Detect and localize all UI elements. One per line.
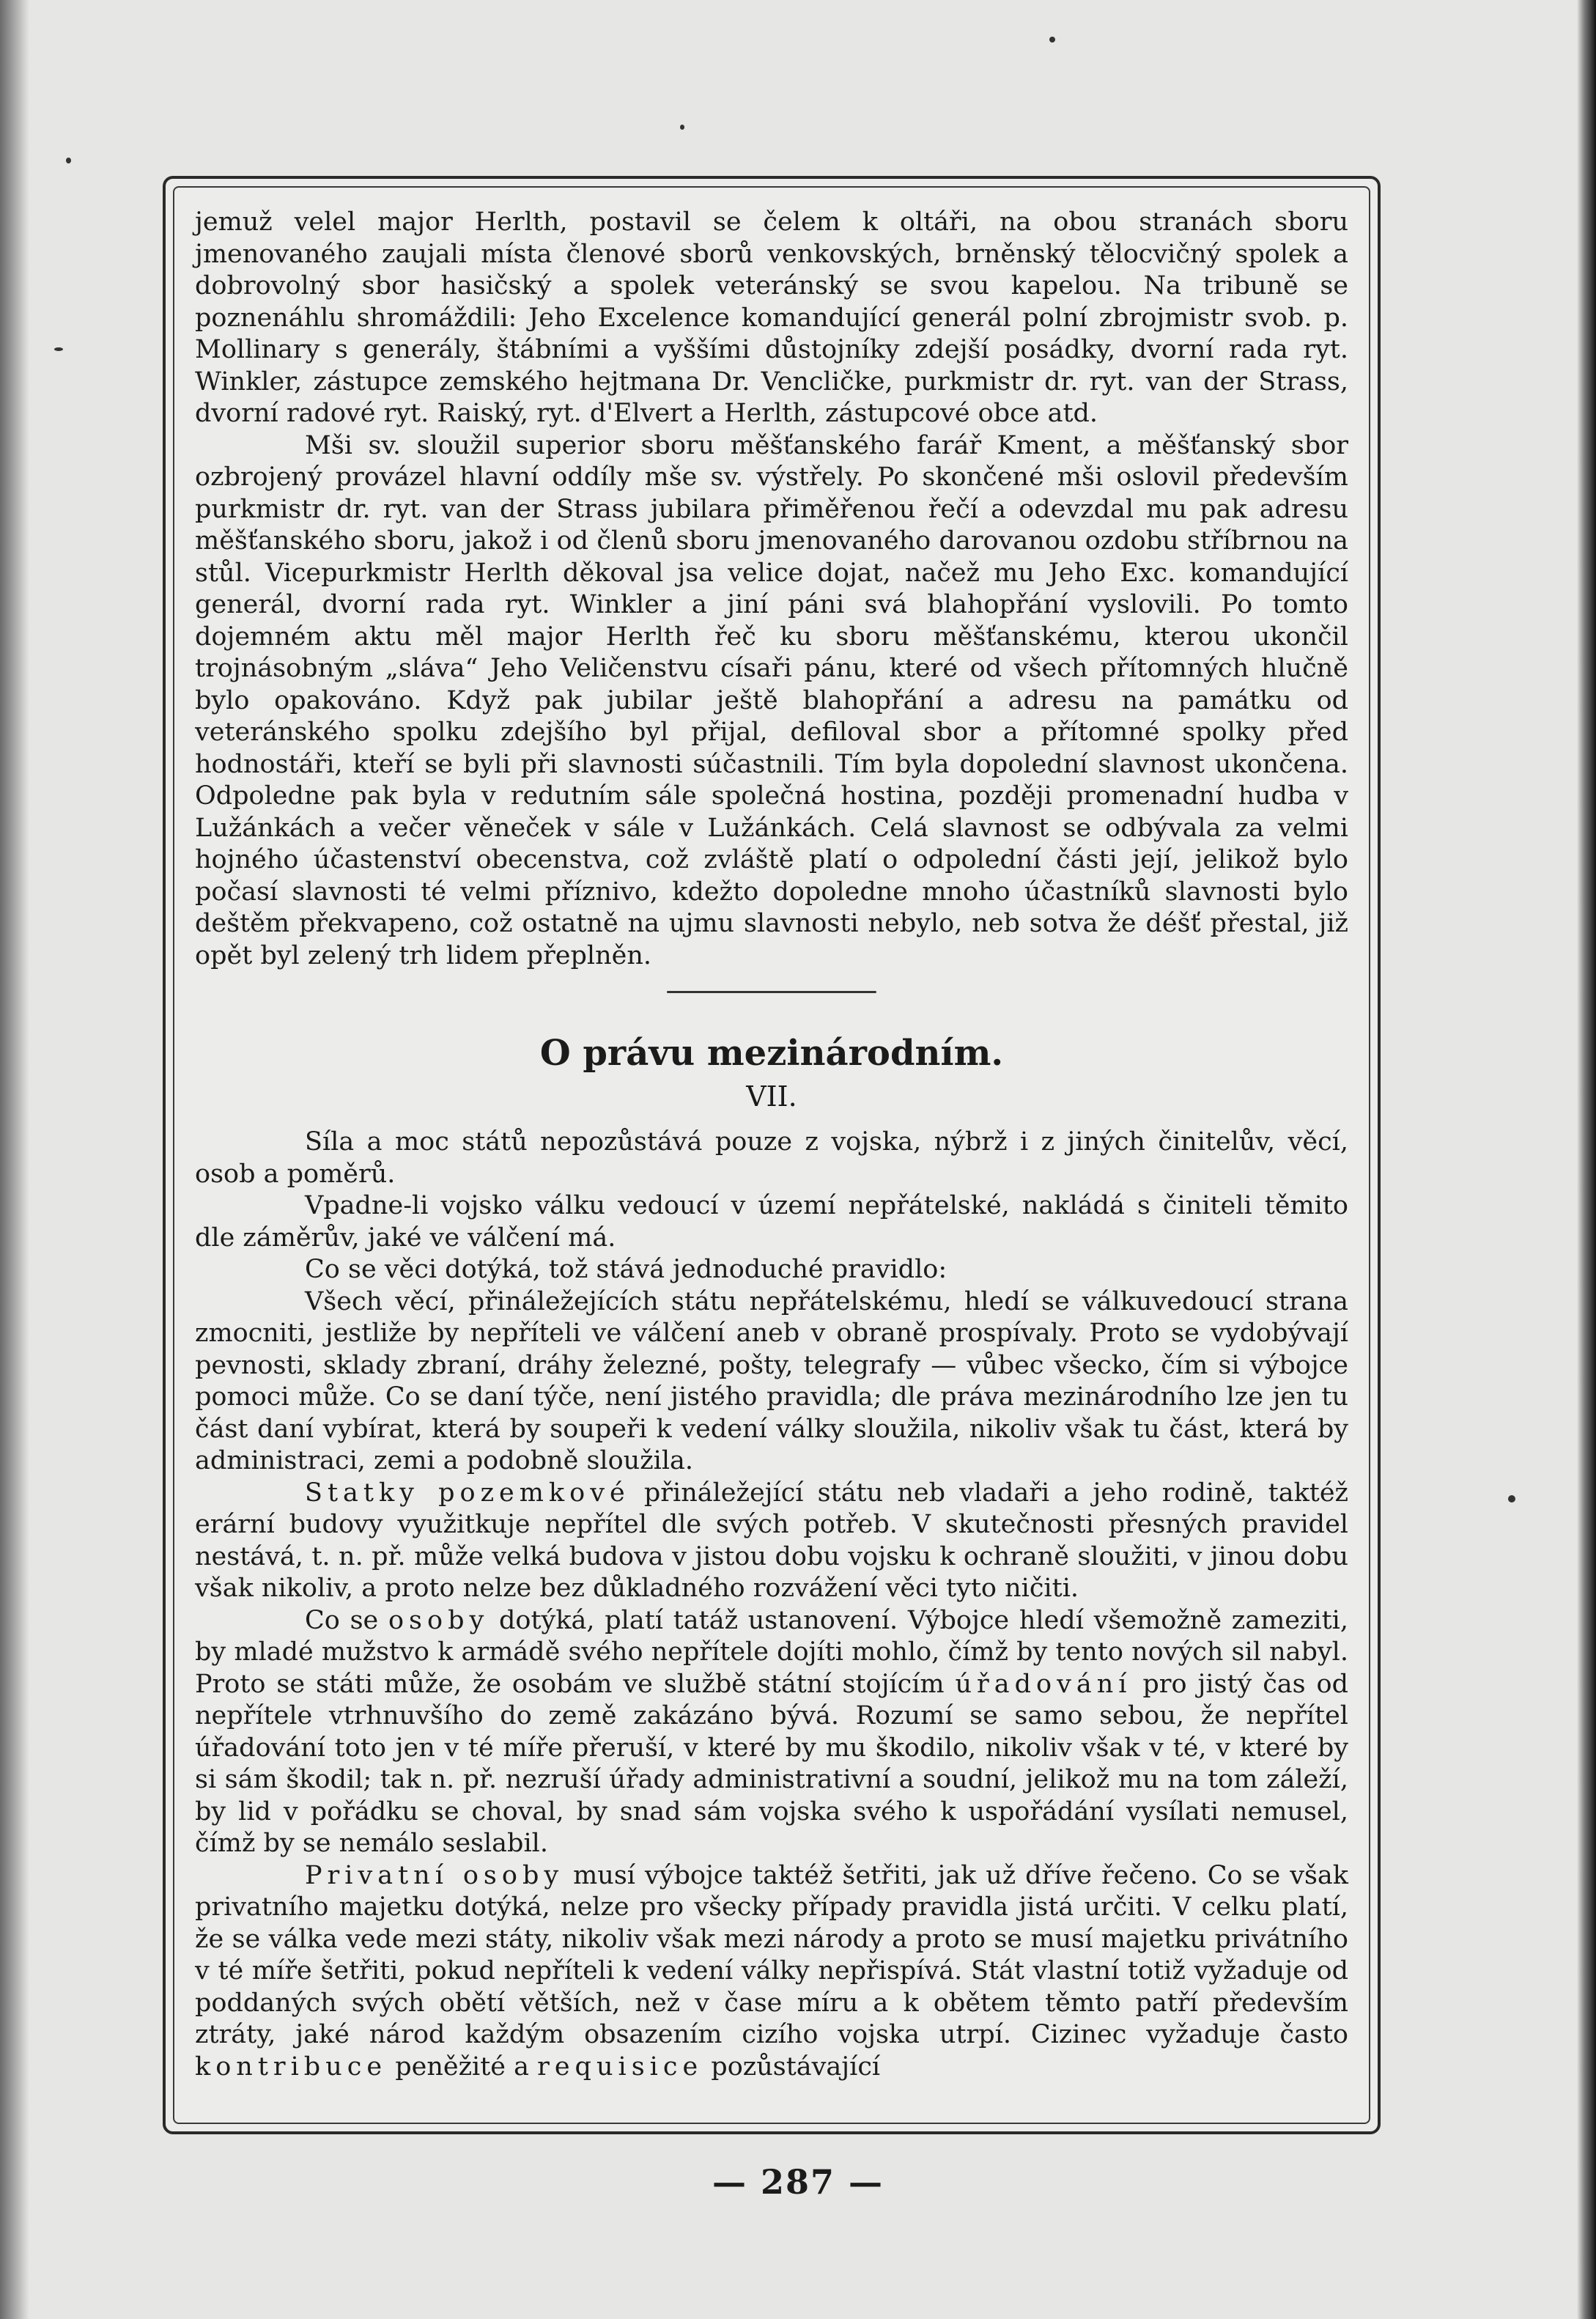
paragraph [195,1860,1348,2084]
paragraph-text: dotýká, platí tatáž ustanovení. Výbojce hledí všemožně zameziti, by mladé mužstvo k armádě svého nepřítele dojíti mohlo, čímž by tento nových sil nabyl. Proto se státi může, že osobám ve službě státní stojícím [195,1605,1348,1699]
print-speck [680,125,684,130]
paragraph-text: peněžité a [387,2051,538,2082]
scan-edge-left [0,0,29,2319]
print-speck [66,158,71,163]
paragraph-text: přináležející státu neb vladaři a jeho rodině, taktéž erární budovy využitkuje nepřítel dle svých potřeb. V skutečnosti přesných pravidel nestává, t. n. př. může velká budova v jistou dobu vojsku k ochraně sloužiti, v jinou dobu však nikoliv, a proto nelze bez důkladného rozvážení věci tyto ničiti. [195,1478,1348,1603]
spaced-term: requisice [537,2051,703,2082]
print-speck [54,347,63,351]
section-number: VII. [746,1080,797,1113]
page-content [195,207,1348,2083]
print-speck [1508,1495,1515,1503]
spaced-term: osoby [388,1605,489,1635]
print-speck [1049,37,1055,43]
paragraph [195,1605,1348,1860]
paragraph-text: Co se [305,1605,388,1635]
paragraph: Síla a moc států nepozůstává pouze z vojska, nýbrž i z jiných činitelův, věcí, osob a poměrů. [195,1127,1348,1189]
paragraph: Vpadne-li vojsko válku vedoucí v území nepřátelské, nakládá s činiteli těmito dle záměrův, jaké ve válčení má. [195,1191,1348,1253]
section-separator-rule [667,991,876,993]
spaced-term: kontribuce [195,2051,388,2082]
paragraph: Co se věci dotýká, tož stává jednoduché pravidlo: [305,1255,947,1284]
spaced-term: Privatní osoby [305,1860,564,1890]
page-number: — 287 — [712,2162,884,2202]
page-frame [163,176,1381,2134]
spaced-term: Statky pozemkové [305,1478,630,1508]
scan-edge-right [1577,0,1596,2319]
paragraph [195,1478,1348,1605]
paragraph: Všech věcí, přináležejících státu nepřátelskému, hledí se válkuvedoucí strana zmocniti, jestliže by nepříteli ve válčení aneb v obraně prospívaly. Proto se vydobývají pevnosti, sklady zbraní, dráhy železné, pošty, telegrafy — vůbec všecko, čím si výbojce pomoci může. Co se daní týče, není jistého pravidla; dle práva mezinárodního lze jen tu část daní vybírat, která by soupeři k vedení války sloužila, nikoliv však tu část, která by administraci, zemi a podobně sloužila. [195,1286,1348,1475]
paragraph-text: pro jistý čas od nepřítele vtrhnuvšího do země zakázáno bývá. Rozumí se samo sebou, že nepřítel úřadování toto jen v té míře přeruší, v které by mu škodilo, nikoliv však v té, v které by si sám škodil; tak n. př. nezruší úřady administrativní a soudní, jelikož mu na tom záleží, by lid v pořádku se choval, by snad sám vojska svého k uspořádání vysílati nemusel, čímž by se nemálo seslabil. [195,1669,1348,1858]
continued-paragraph: jemuž velel major Herlth, postavil se čelem k oltáři, na obou stranách sboru jmenovaného zaujali místa členové sborů venkovských, brněnský tělocvičný spolek a dobrovolný sbor hasičský a spolek veteránský se svou kapelou. Na tribuně se poznenáhlu shromáždili: Jeho Excelence komandující generál polní zbrojmistr svob. p. Mollinary s generály, štábními a vyššími důstojníky zdejší posádky, dvorní rada ryt. Winkler, zástupce zemského hejtmana Dr. Vencličke, purkmistr dr. ryt. van der Strass, dvorní radové ryt. Raiský, ryt. d'Elvert a Herlth, zástupcové obce atd. [195,207,1348,428]
paragraph: Mši sv. sloužil superior sboru měšťanského farář Kment, a měšťanský sbor ozbrojený provázel hlavní oddíly mše sv. výstřely. Po skončené mši oslovil především purkmistr dr. ryt. van der Strass jubilara přiměřenou řečí a odevzdal mu pak adresu měšťanského sboru, jakož i od členů sboru jmenovaného darovanou ozdobu stříbrnou na stůl. Vicepurkmistr Herlth děkoval jsa velice dojat, načež mu Jeho Exc. komandující generál, dvorní rada ryt. Winkler a jiní páni svá blahopřání vyslovili. Po tomto dojemném aktu měl major Herlth řeč ku sboru měšťanskému, kterou ukončil trojnásobným „sláva“ Jeho Veličenstvu císaři pánu, které od všech přítomných hlučně bylo opakováno. Když pak jubilar ještě blahopřání a adresu na památku od veteránského spolku zdejšího byl přijal, defiloval sbor a přítomné spolky před hodnostáři, kteří se byli při slavnosti súčastnili. Tím byla dopolední slavnost ukončena. Odpoledne pak byla v redutním sále společná hostina, později promenadní hudba v Lužánkách a večer věneček v sále v Lužánkách. Celá slavnost se odbývala za velmi hojného účastenství obecenstva, což zvláště platí o odpolední části její, jelikož bylo počasí slavnosti té velmi příznivo, kdežto dopoledne mnoho účastníků slavnosti bylo deštěm překvapeno, což ostatně na ujmu slavnosti nebylo, neb sotva že déšť přestal, již opět byl zelený trh lidem přeplněn. [195,430,1348,970]
paragraph-text: pozůstávající [703,2051,881,2082]
spaced-term: úřadování [955,1669,1132,1699]
paragraph-text: musí výbojce taktéž šetřiti, jak už dříve řečeno. Co se však privatního majetku dotýká, nelze pro všecky případy pravidla jistá určiti. V celku platí, že se válka vede mezi státy, nikoliv však mezi národy a proto se musí majetku privátního v té míře šetřiti, pokud nepříteli k vedení války nepřispívá. Stát vlastní totiž vyžaduje od poddaných svých obětí větších, než v čase míru a k obětem těmto patří především ztráty, jaké národ každým obsazením cizího vojska utrpí. Cizinec vyžaduje často [195,1860,1348,2049]
article-title: O právu mezinárodním. [539,1033,1004,1074]
